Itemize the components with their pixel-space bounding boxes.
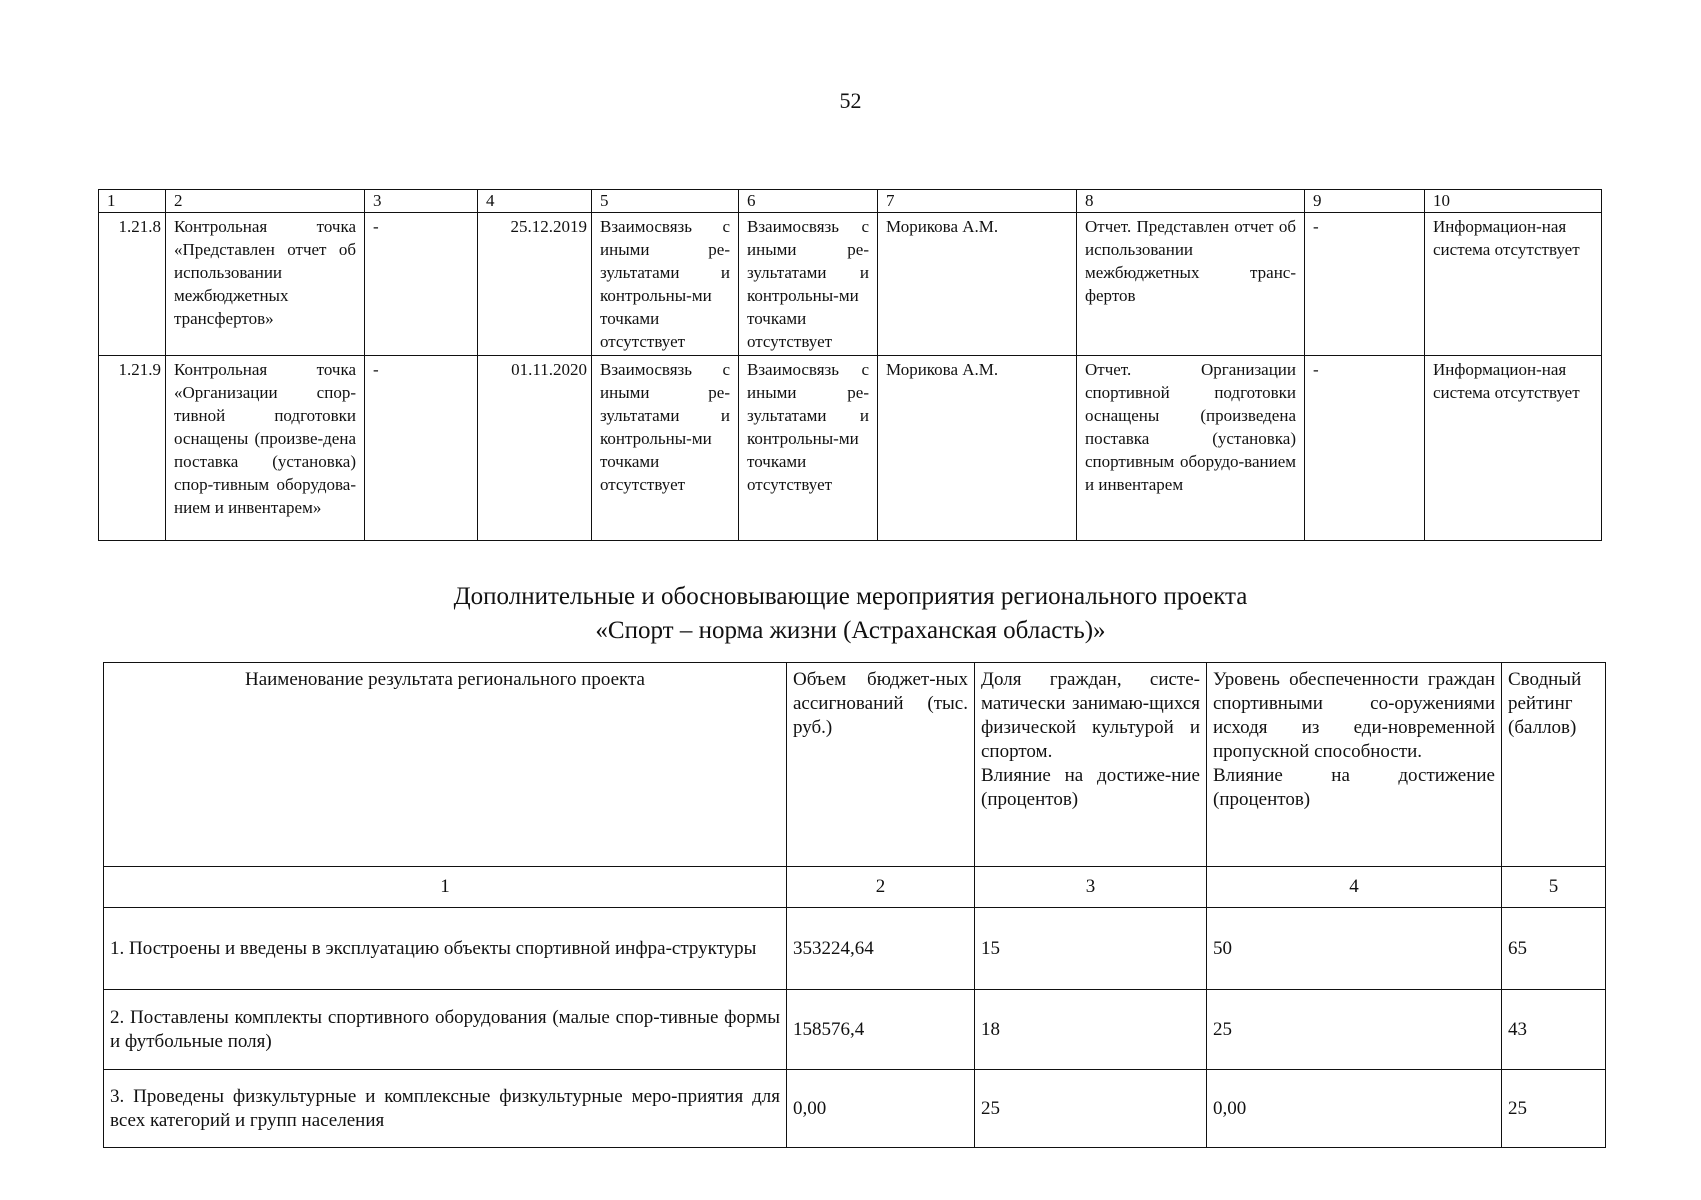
budget-value: 158576,4 bbox=[787, 990, 975, 1070]
additional-measures-table bbox=[103, 662, 1606, 1148]
control-point-date: 25.12.2019 bbox=[478, 213, 592, 356]
relation-text: Взаимосвязь с иными ре-зультатами и контрольны-ми точками отсутствует bbox=[739, 356, 878, 541]
result-name: 2. Поставлены комплекты спортивного оборудования (малые спор-тивные формы и футбольные поля) bbox=[104, 990, 787, 1070]
column-number: 1 bbox=[99, 190, 166, 213]
cell-dash: - bbox=[365, 356, 478, 541]
citizens-share-value: 15 bbox=[975, 908, 1207, 990]
result-name: 3. Проведены физкультурные и комплексные физкультурные меро-приятия для всех категорий и групп населения bbox=[104, 1070, 787, 1148]
column-number: 10 bbox=[1425, 190, 1602, 213]
budget-value: 0,00 bbox=[787, 1070, 975, 1148]
header-facilities-level bbox=[1207, 663, 1502, 867]
column-number-row bbox=[99, 190, 1602, 213]
info-system-text: Информацион-ная система отсутствует bbox=[1425, 356, 1602, 541]
column-number: 4 bbox=[478, 190, 592, 213]
table-row bbox=[104, 908, 1606, 990]
column-number: 5 bbox=[1502, 867, 1606, 908]
facilities-level-value: 25 bbox=[1207, 990, 1502, 1070]
header-facilities-level-text: Уровень обеспеченности граждан спортивными со-оружениями исходя из еди-новременной пропускной способности. bbox=[1213, 669, 1495, 762]
result-text: Отчет. Организации спортивной подготовки оснащены (произведена поставка (установка) спортивным оборудо-ванием и инвентарем bbox=[1077, 356, 1305, 541]
header-citizens-share-impact: Влияние на достиже-ние (процентов) bbox=[981, 765, 1200, 810]
header-rating: Сводный рейтинг (баллов) bbox=[1502, 663, 1606, 867]
column-number: 8 bbox=[1077, 190, 1305, 213]
control-point-name: Контрольная точка «Организации спор-тивной подготовки оснащены (произве-дена поставка (установка) спор-тивным оборудова-нием и инвентарем» bbox=[166, 356, 365, 541]
section-title-line-2: «Спорт – норма жизни (Астраханская область)» bbox=[595, 617, 1106, 644]
column-number: 5 bbox=[592, 190, 739, 213]
cell-dash: - bbox=[365, 213, 478, 356]
responsible-person: Морикова А.М. bbox=[878, 213, 1077, 356]
rating-value: 43 bbox=[1502, 990, 1606, 1070]
budget-value: 353224,64 bbox=[787, 908, 975, 990]
table-row bbox=[99, 356, 1602, 541]
column-number-row bbox=[104, 867, 1606, 908]
cell-dash: - bbox=[1305, 356, 1425, 541]
responsible-person: Морикова А.М. bbox=[878, 356, 1077, 541]
column-number: 2 bbox=[166, 190, 365, 213]
rating-value: 25 bbox=[1502, 1070, 1606, 1148]
facilities-level-value: 0,00 bbox=[1207, 1070, 1502, 1148]
column-number: 6 bbox=[739, 190, 878, 213]
header-result-name: Наименование результата регионального проекта bbox=[104, 663, 787, 867]
row-number: 1.21.9 bbox=[99, 356, 166, 541]
citizens-share-value: 18 bbox=[975, 990, 1207, 1070]
control-point-date: 01.11.2020 bbox=[478, 356, 592, 541]
relation-text: Взаимосвязь с иными ре-зультатами и контрольны-ми точками отсутствует bbox=[739, 213, 878, 356]
column-number: 7 bbox=[878, 190, 1077, 213]
header-budget: Объем бюджет-ных ассигнований (тыс. руб.) bbox=[787, 663, 975, 867]
result-text: Отчет. Представлен отчет об использовании межбюджетных транс-фертов bbox=[1077, 213, 1305, 356]
table-row bbox=[104, 1070, 1606, 1148]
relation-text: Взаимосвязь с иными ре-зультатами и контрольны-ми точками отсутствует bbox=[592, 356, 739, 541]
header-citizens-share-text: Доля граждан, систе-матически занимаю-щихся физической культурой и спортом. bbox=[981, 669, 1200, 762]
info-system-text: Информацион-ная система отсутствует bbox=[1425, 213, 1602, 356]
table-row bbox=[104, 990, 1606, 1070]
column-number: 2 bbox=[787, 867, 975, 908]
column-number: 4 bbox=[1207, 867, 1502, 908]
row-number: 1.21.8 bbox=[99, 213, 166, 356]
citizens-share-value: 25 bbox=[975, 1070, 1207, 1148]
header-facilities-level-impact: Влияние на достижение (процентов) bbox=[1213, 765, 1495, 810]
column-number: 9 bbox=[1305, 190, 1425, 213]
rating-value: 65 bbox=[1502, 908, 1606, 990]
column-number: 1 bbox=[104, 867, 787, 908]
header-row bbox=[104, 663, 1606, 867]
relation-text: Взаимосвязь с иными ре-зультатами и контрольны-ми точками отсутствует bbox=[592, 213, 739, 356]
result-name: 1. Построены и введены в эксплуатацию объекты спортивной инфра-структуры bbox=[104, 908, 787, 990]
page-number: 52 bbox=[839, 88, 862, 113]
section-title-line-1: Дополнительные и обосновывающие мероприятия регионального проекта bbox=[453, 583, 1248, 610]
cell-dash: - bbox=[1305, 213, 1425, 356]
header-citizens-share bbox=[975, 663, 1207, 867]
control-points-table bbox=[98, 189, 1602, 541]
column-number: 3 bbox=[975, 867, 1207, 908]
facilities-level-value: 50 bbox=[1207, 908, 1502, 990]
column-number: 3 bbox=[365, 190, 478, 213]
table-row bbox=[99, 213, 1602, 356]
control-point-name: Контрольная точка «Представлен отчет об использовании межбюджетных трансфертов» bbox=[166, 213, 365, 356]
